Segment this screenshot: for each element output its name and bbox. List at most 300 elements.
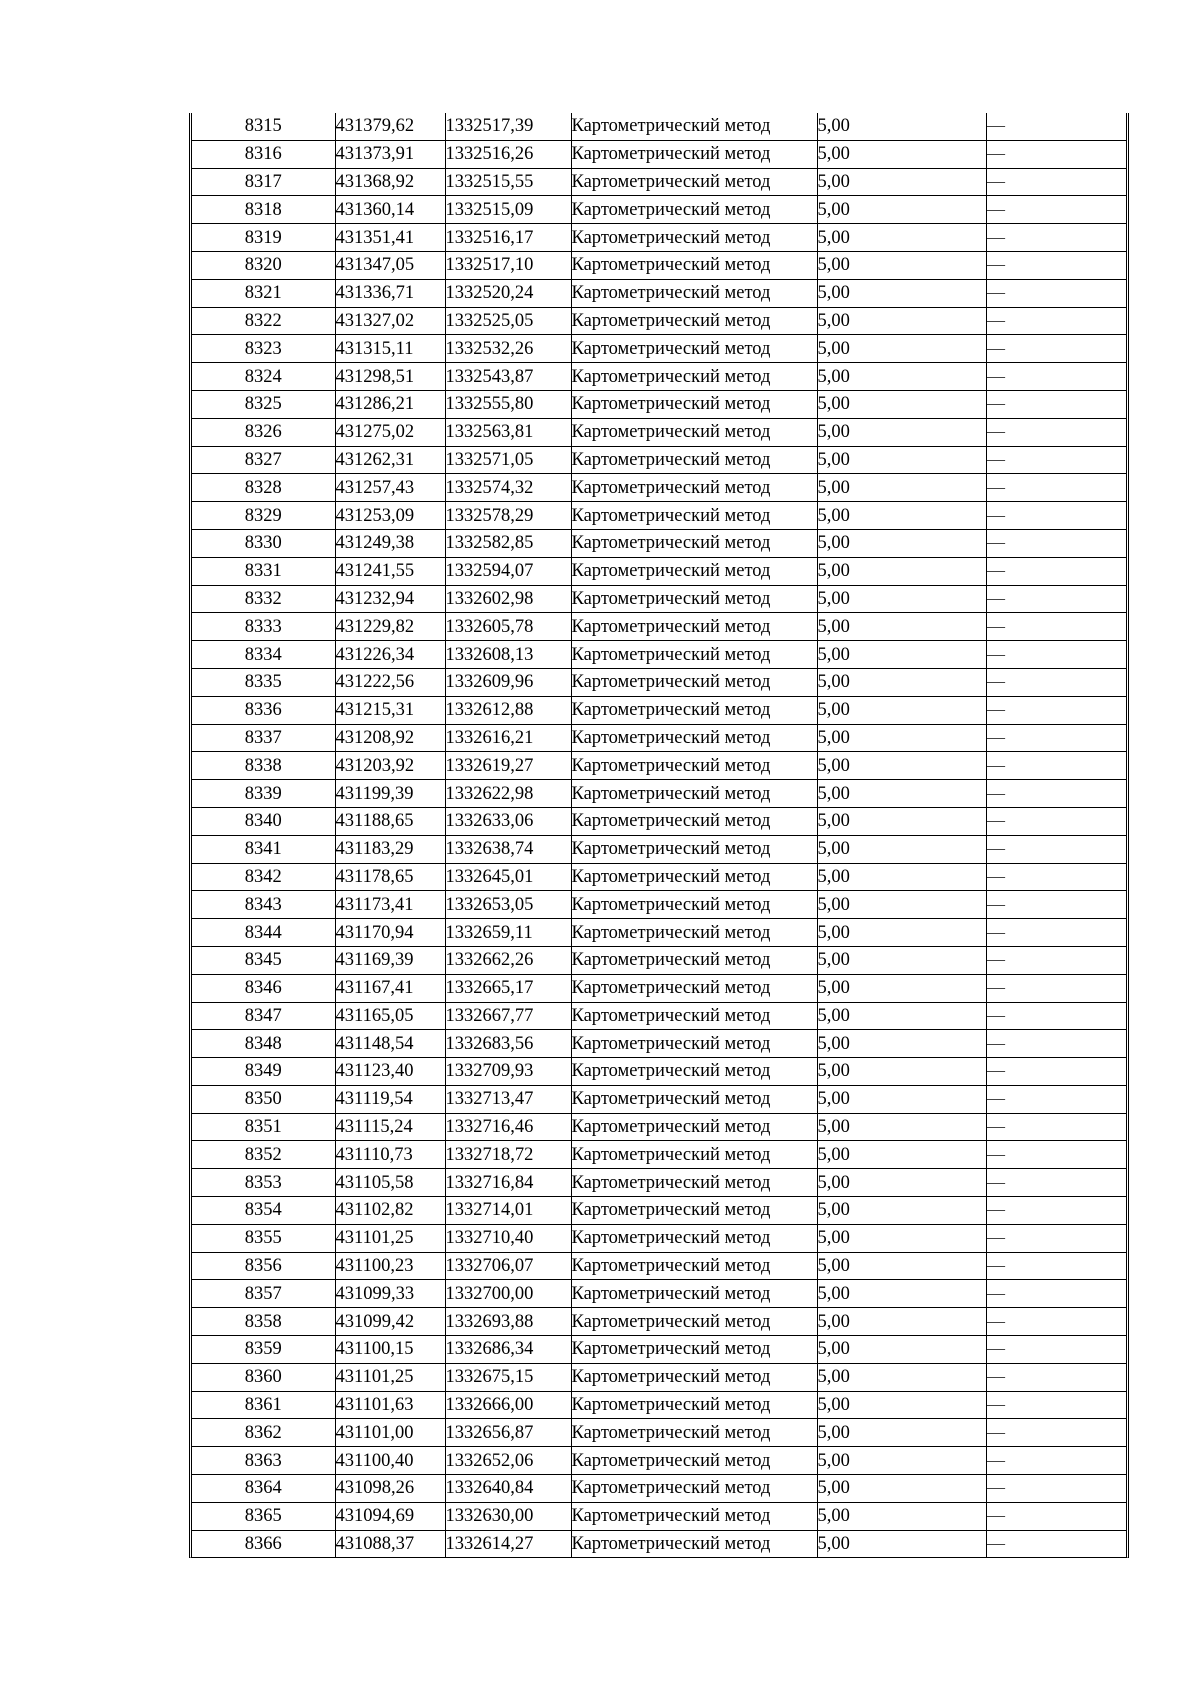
table-row — [192, 224, 1126, 252]
y-coordinate-cell: 1332609,96 — [445, 668, 571, 696]
point-number-cell: 8337 — [192, 724, 335, 752]
point-number-cell: 8315 — [192, 113, 335, 140]
accuracy-cell: 5,00 — [817, 696, 986, 724]
y-coordinate-cell: 1332700,00 — [445, 1280, 571, 1308]
y-coordinate-cell: 1332516,26 — [445, 140, 571, 168]
note-cell: — — [986, 641, 1126, 669]
method-cell: Картометрический метод — [571, 557, 817, 585]
x-coordinate-cell: 431119,54 — [335, 1085, 445, 1113]
table-row — [192, 390, 1126, 418]
accuracy-cell: 5,00 — [817, 363, 986, 391]
x-coordinate-cell: 431148,54 — [335, 1030, 445, 1058]
note-cell: — — [986, 752, 1126, 780]
method-cell: Картометрический метод — [571, 1252, 817, 1280]
method-cell: Картометрический метод — [571, 1419, 817, 1447]
y-coordinate-cell: 1332645,01 — [445, 863, 571, 891]
y-coordinate-cell: 1332640,84 — [445, 1475, 571, 1503]
y-coordinate-cell: 1332520,24 — [445, 279, 571, 307]
table-row — [192, 251, 1126, 279]
table-row — [192, 1058, 1126, 1086]
table-row — [192, 919, 1126, 947]
point-number-cell: 8339 — [192, 780, 335, 808]
x-coordinate-cell: 431101,25 — [335, 1363, 445, 1391]
table-row — [192, 418, 1126, 446]
method-cell: Картометрический метод — [571, 1030, 817, 1058]
accuracy-cell: 5,00 — [817, 224, 986, 252]
accuracy-cell: 5,00 — [817, 307, 986, 335]
table-row — [192, 974, 1126, 1002]
method-cell: Картометрический метод — [571, 168, 817, 196]
table-row — [192, 279, 1126, 307]
x-coordinate-cell: 431347,05 — [335, 251, 445, 279]
x-coordinate-cell: 431173,41 — [335, 891, 445, 919]
x-coordinate-cell: 431360,14 — [335, 196, 445, 224]
x-coordinate-cell: 431178,65 — [335, 863, 445, 891]
method-cell: Картометрический метод — [571, 724, 817, 752]
x-coordinate-cell: 431167,41 — [335, 974, 445, 1002]
y-coordinate-cell: 1332574,32 — [445, 474, 571, 502]
table-row — [192, 474, 1126, 502]
x-coordinate-cell: 431094,69 — [335, 1502, 445, 1530]
y-coordinate-cell: 1332652,06 — [445, 1447, 571, 1475]
method-cell: Картометрический метод — [571, 1447, 817, 1475]
accuracy-cell: 5,00 — [817, 1169, 986, 1197]
method-cell: Картометрический метод — [571, 502, 817, 530]
accuracy-cell: 5,00 — [817, 1530, 986, 1557]
table-row — [192, 891, 1126, 919]
point-number-cell: 8329 — [192, 502, 335, 530]
method-cell: Картометрический метод — [571, 696, 817, 724]
x-coordinate-cell: 431102,82 — [335, 1197, 445, 1225]
point-number-cell: 8350 — [192, 1085, 335, 1113]
accuracy-cell: 5,00 — [817, 1085, 986, 1113]
point-number-cell: 8352 — [192, 1141, 335, 1169]
y-coordinate-cell: 1332706,07 — [445, 1252, 571, 1280]
table-row — [192, 1113, 1126, 1141]
table-row — [192, 168, 1126, 196]
table-row — [192, 1280, 1126, 1308]
y-coordinate-cell: 1332633,06 — [445, 807, 571, 835]
table-row — [192, 529, 1126, 557]
note-cell: — — [986, 168, 1126, 196]
method-cell: Картометрический метод — [571, 1502, 817, 1530]
point-number-cell: 8317 — [192, 168, 335, 196]
table-row — [192, 1447, 1126, 1475]
accuracy-cell: 5,00 — [817, 891, 986, 919]
point-number-cell: 8361 — [192, 1391, 335, 1419]
point-number-cell: 8327 — [192, 446, 335, 474]
point-number-cell: 8343 — [192, 891, 335, 919]
point-number-cell: 8360 — [192, 1363, 335, 1391]
method-cell: Картометрический метод — [571, 752, 817, 780]
x-coordinate-cell: 431169,39 — [335, 946, 445, 974]
table-row — [192, 1002, 1126, 1030]
y-coordinate-cell: 1332622,98 — [445, 780, 571, 808]
accuracy-cell: 5,00 — [817, 168, 986, 196]
method-cell: Картометрический метод — [571, 1475, 817, 1503]
x-coordinate-cell: 431373,91 — [335, 140, 445, 168]
table-row — [192, 1252, 1126, 1280]
point-number-cell: 8366 — [192, 1530, 335, 1557]
method-cell: Картометрический метод — [571, 335, 817, 363]
y-coordinate-cell: 1332656,87 — [445, 1419, 571, 1447]
table-row — [192, 557, 1126, 585]
table-row — [192, 1197, 1126, 1225]
note-cell: — — [986, 780, 1126, 808]
note-cell: — — [986, 974, 1126, 1002]
y-coordinate-cell: 1332602,98 — [445, 585, 571, 613]
accuracy-cell: 5,00 — [817, 1363, 986, 1391]
x-coordinate-cell: 431165,05 — [335, 1002, 445, 1030]
note-cell: — — [986, 502, 1126, 530]
y-coordinate-cell: 1332616,21 — [445, 724, 571, 752]
accuracy-cell: 5,00 — [817, 724, 986, 752]
x-coordinate-cell: 431253,09 — [335, 502, 445, 530]
note-cell: — — [986, 1447, 1126, 1475]
note-cell: — — [986, 251, 1126, 279]
accuracy-cell: 5,00 — [817, 196, 986, 224]
table-row — [192, 307, 1126, 335]
accuracy-cell: 5,00 — [817, 279, 986, 307]
x-coordinate-cell: 431327,02 — [335, 307, 445, 335]
accuracy-cell: 5,00 — [817, 502, 986, 530]
note-cell: — — [986, 919, 1126, 947]
table-row — [192, 585, 1126, 613]
accuracy-cell: 5,00 — [817, 446, 986, 474]
accuracy-cell: 5,00 — [817, 807, 986, 835]
note-cell: — — [986, 116, 1005, 137]
y-coordinate-cell: 1332543,87 — [445, 363, 571, 391]
method-cell: Картометрический метод — [571, 585, 817, 613]
accuracy-cell: 5,00 — [817, 1475, 986, 1503]
y-coordinate-cell: 1332516,17 — [445, 224, 571, 252]
y-coordinate-cell: 1332718,72 — [445, 1141, 571, 1169]
method-cell: Картометрический метод — [571, 863, 817, 891]
note-cell: — — [986, 335, 1126, 363]
point-number-cell: 8333 — [192, 613, 335, 641]
accuracy-cell: 5,00 — [817, 1419, 986, 1447]
y-coordinate-cell: 1332675,15 — [445, 1363, 571, 1391]
table-row — [192, 1141, 1126, 1169]
point-number-cell: 8320 — [192, 251, 335, 279]
x-coordinate-cell: 431257,43 — [335, 474, 445, 502]
method-cell: Картометрический метод — [571, 946, 817, 974]
point-number-cell: 8336 — [192, 696, 335, 724]
x-coordinate-cell: 431088,37 — [335, 1530, 445, 1557]
table-row — [192, 696, 1126, 724]
note-cell: — — [986, 891, 1126, 919]
point-number-cell: 8316 — [192, 140, 335, 168]
point-number-cell: 8331 — [192, 557, 335, 585]
accuracy-cell: 5,00 — [817, 335, 986, 363]
point-number-cell: 8344 — [192, 919, 335, 947]
x-coordinate-cell: 431262,31 — [335, 446, 445, 474]
note-cell: — — [986, 946, 1126, 974]
accuracy-cell: 5,00 — [817, 1058, 986, 1086]
accuracy-cell: 5,00 — [817, 863, 986, 891]
y-coordinate-cell: 1332630,00 — [445, 1502, 571, 1530]
x-coordinate-cell: 431099,42 — [335, 1308, 445, 1336]
method-cell: Картометрический метод — [571, 418, 817, 446]
point-number-cell: 8355 — [192, 1224, 335, 1252]
x-coordinate-cell: 431101,00 — [335, 1419, 445, 1447]
note-cell: — — [986, 668, 1126, 696]
point-number-cell: 8365 — [192, 1502, 335, 1530]
method-cell: Картометрический метод — [571, 279, 817, 307]
accuracy-cell: 5,00 — [817, 668, 986, 696]
accuracy-cell: 5,00 — [817, 1336, 986, 1364]
accuracy-cell: 5,00 — [817, 752, 986, 780]
table-row — [192, 1530, 1126, 1557]
y-coordinate-cell: 1332619,27 — [445, 752, 571, 780]
x-coordinate-cell: 431368,92 — [335, 168, 445, 196]
table-row — [192, 752, 1126, 780]
y-coordinate-cell: 1332555,80 — [445, 390, 571, 418]
method-cell: Картометрический метод — [571, 140, 817, 168]
table-row — [192, 613, 1126, 641]
table-row — [192, 446, 1126, 474]
method-cell: Картометрический метод — [571, 1141, 817, 1169]
point-number-cell: 8319 — [192, 224, 335, 252]
x-coordinate-cell: 431100,40 — [335, 1447, 445, 1475]
method-cell: Картометрический метод — [571, 1530, 817, 1557]
table-row — [192, 641, 1126, 669]
point-number-cell: 8340 — [192, 807, 335, 835]
x-coordinate-cell: 431379,62 — [335, 113, 445, 140]
method-cell: Картометрический метод — [571, 446, 817, 474]
point-number-cell: 8322 — [192, 307, 335, 335]
accuracy-cell: 5,00 — [817, 641, 986, 669]
method-cell: Картометрический метод — [571, 1197, 817, 1225]
y-coordinate-cell: 1332666,00 — [445, 1391, 571, 1419]
accuracy-cell: 5,00 — [817, 1197, 986, 1225]
point-number-cell: 8318 — [192, 196, 335, 224]
table-row — [192, 1336, 1126, 1364]
point-number-cell: 8353 — [192, 1169, 335, 1197]
note-cell: — — [986, 363, 1126, 391]
y-coordinate-cell: 1332713,47 — [445, 1085, 571, 1113]
note-cell: — — [986, 1280, 1126, 1308]
point-number-cell: 8324 — [192, 363, 335, 391]
note-cell: — — [986, 863, 1126, 891]
point-number-cell: 8326 — [192, 418, 335, 446]
table-row — [192, 863, 1126, 891]
x-coordinate-cell: 431100,23 — [335, 1252, 445, 1280]
note-cell: — — [986, 1058, 1126, 1086]
method-cell: Картометрический метод — [571, 307, 817, 335]
method-cell: Картометрический метод — [571, 1085, 817, 1113]
note-cell: — — [986, 1252, 1126, 1280]
point-number-cell: 8351 — [192, 1113, 335, 1141]
y-coordinate-cell: 1332515,55 — [445, 168, 571, 196]
point-number-cell: 8334 — [192, 641, 335, 669]
x-coordinate-cell: 431249,38 — [335, 529, 445, 557]
x-coordinate-cell: 431098,26 — [335, 1475, 445, 1503]
method-cell: Картометрический метод — [571, 919, 817, 947]
note-cell: — — [986, 835, 1126, 863]
note-cell: — — [986, 1419, 1126, 1447]
table-row — [192, 1391, 1126, 1419]
table-row — [192, 1169, 1126, 1197]
point-number-cell: 8341 — [192, 835, 335, 863]
y-coordinate-cell: 1332517,39 — [445, 113, 571, 140]
table-row — [192, 335, 1126, 363]
accuracy-cell: 5,00 — [817, 1308, 986, 1336]
x-coordinate-cell: 431208,92 — [335, 724, 445, 752]
accuracy-cell: 5,00 — [817, 557, 986, 585]
y-coordinate-cell: 1332716,84 — [445, 1169, 571, 1197]
y-coordinate-cell: 1332571,05 — [445, 446, 571, 474]
table-row — [192, 113, 1126, 140]
table-row — [192, 1224, 1126, 1252]
accuracy-cell: 5,00 — [817, 780, 986, 808]
table-row — [192, 807, 1126, 835]
y-coordinate-cell: 1332582,85 — [445, 529, 571, 557]
method-cell: Картометрический метод — [571, 807, 817, 835]
accuracy-cell: 5,00 — [817, 946, 986, 974]
note-cell: — — [986, 1113, 1126, 1141]
y-coordinate-cell: 1332683,56 — [445, 1030, 571, 1058]
point-number-cell: 8354 — [192, 1197, 335, 1225]
accuracy-cell: 5,00 — [817, 418, 986, 446]
point-number-cell: 8356 — [192, 1252, 335, 1280]
method-cell: Картометрический метод — [571, 1308, 817, 1336]
y-coordinate-cell: 1332614,27 — [445, 1530, 571, 1557]
accuracy-cell: 5,00 — [817, 113, 986, 140]
point-number-cell: 8359 — [192, 1336, 335, 1364]
x-coordinate-cell: 431170,94 — [335, 919, 445, 947]
x-coordinate-cell: 431232,94 — [335, 585, 445, 613]
accuracy-cell: 5,00 — [817, 1141, 986, 1169]
y-coordinate-cell: 1332515,09 — [445, 196, 571, 224]
x-coordinate-cell: 431241,55 — [335, 557, 445, 585]
y-coordinate-cell: 1332563,81 — [445, 418, 571, 446]
x-coordinate-cell: 431183,29 — [335, 835, 445, 863]
method-cell: Картометрический метод — [571, 1363, 817, 1391]
method-cell: Картометрический метод — [571, 1169, 817, 1197]
x-coordinate-cell: 431203,92 — [335, 752, 445, 780]
method-cell: Картометрический метод — [571, 835, 817, 863]
y-coordinate-cell: 1332716,46 — [445, 1113, 571, 1141]
table-row — [192, 1030, 1126, 1058]
point-number-cell: 8363 — [192, 1447, 335, 1475]
y-coordinate-cell: 1332667,77 — [445, 1002, 571, 1030]
accuracy-cell: 5,00 — [817, 1502, 986, 1530]
accuracy-cell: 5,00 — [817, 974, 986, 1002]
accuracy-cell: 5,00 — [817, 835, 986, 863]
note-cell: — — [986, 696, 1126, 724]
table-row — [192, 780, 1126, 808]
point-number-cell: 8335 — [192, 668, 335, 696]
note-cell: — — [986, 613, 1126, 641]
accuracy-cell: 5,00 — [817, 1280, 986, 1308]
y-coordinate-cell: 1332653,05 — [445, 891, 571, 919]
note-cell: — — [986, 1085, 1126, 1113]
y-coordinate-cell: 1332662,26 — [445, 946, 571, 974]
note-cell: — — [986, 1336, 1126, 1364]
note-cell: — — [986, 1002, 1126, 1030]
y-coordinate-cell: 1332578,29 — [445, 502, 571, 530]
coordinates-table-frame — [189, 113, 1129, 1558]
table-row — [192, 502, 1126, 530]
method-cell: Картометрический метод — [571, 1058, 817, 1086]
note-cell: — — [986, 1030, 1126, 1058]
accuracy-cell: 5,00 — [817, 1252, 986, 1280]
y-coordinate-cell: 1332686,34 — [445, 1336, 571, 1364]
x-coordinate-cell: 431315,11 — [335, 335, 445, 363]
x-coordinate-cell: 431101,63 — [335, 1391, 445, 1419]
x-coordinate-cell: 431351,41 — [335, 224, 445, 252]
point-number-cell: 8347 — [192, 1002, 335, 1030]
x-coordinate-cell: 431275,02 — [335, 418, 445, 446]
note-cell: — — [986, 474, 1126, 502]
method-cell: Картометрический метод — [571, 251, 817, 279]
accuracy-cell: 5,00 — [817, 1113, 986, 1141]
method-cell: Картометрический метод — [571, 1336, 817, 1364]
accuracy-cell: 5,00 — [817, 251, 986, 279]
y-coordinate-cell: 1332517,10 — [445, 251, 571, 279]
method-cell: Картометрический метод — [571, 641, 817, 669]
note-cell: — — [986, 1308, 1126, 1336]
note-cell: — — [986, 1391, 1126, 1419]
y-coordinate-cell: 1332709,93 — [445, 1058, 571, 1086]
point-number-cell: 8332 — [192, 585, 335, 613]
accuracy-cell: 5,00 — [817, 1030, 986, 1058]
x-coordinate-cell: 431105,58 — [335, 1169, 445, 1197]
x-coordinate-cell: 431099,33 — [335, 1280, 445, 1308]
accuracy-cell: 5,00 — [817, 585, 986, 613]
y-coordinate-cell: 1332594,07 — [445, 557, 571, 585]
accuracy-cell: 5,00 — [817, 1224, 986, 1252]
accuracy-cell: 5,00 — [817, 390, 986, 418]
method-cell: Картометрический метод — [571, 1224, 817, 1252]
note-cell: — — [986, 224, 1126, 252]
accuracy-cell: 5,00 — [817, 613, 986, 641]
x-coordinate-cell: 431222,56 — [335, 668, 445, 696]
y-coordinate-cell: 1332714,01 — [445, 1197, 571, 1225]
x-coordinate-cell: 431298,51 — [335, 363, 445, 391]
table-row — [192, 835, 1126, 863]
method-cell: Картометрический метод — [571, 196, 817, 224]
x-coordinate-cell: 431336,71 — [335, 279, 445, 307]
note-cell: — — [986, 1530, 1126, 1557]
point-number-cell: 8364 — [192, 1475, 335, 1503]
x-coordinate-cell: 431123,40 — [335, 1058, 445, 1086]
point-number-cell: 8358 — [192, 1308, 335, 1336]
method-cell: Картометрический метод — [571, 113, 817, 140]
x-coordinate-cell: 431286,21 — [335, 390, 445, 418]
table-row — [192, 946, 1126, 974]
point-number-cell: 8357 — [192, 1280, 335, 1308]
note-cell: — — [986, 1363, 1126, 1391]
coordinates-table — [192, 113, 1126, 1557]
accuracy-cell: 5,00 — [817, 1447, 986, 1475]
method-cell: Картометрический метод — [571, 891, 817, 919]
method-cell: Картометрический метод — [571, 1280, 817, 1308]
y-coordinate-cell: 1332710,40 — [445, 1224, 571, 1252]
x-coordinate-cell: 431229,82 — [335, 613, 445, 641]
point-number-cell: 8323 — [192, 335, 335, 363]
table-row — [192, 196, 1126, 224]
y-coordinate-cell: 1332665,17 — [445, 974, 571, 1002]
x-coordinate-cell: 431100,15 — [335, 1336, 445, 1364]
note-cell: — — [986, 724, 1126, 752]
note-cell: — — [986, 1502, 1126, 1530]
table-row — [192, 668, 1126, 696]
note-cell: — — [986, 807, 1126, 835]
table-row — [192, 140, 1126, 168]
y-coordinate-cell: 1332525,05 — [445, 307, 571, 335]
